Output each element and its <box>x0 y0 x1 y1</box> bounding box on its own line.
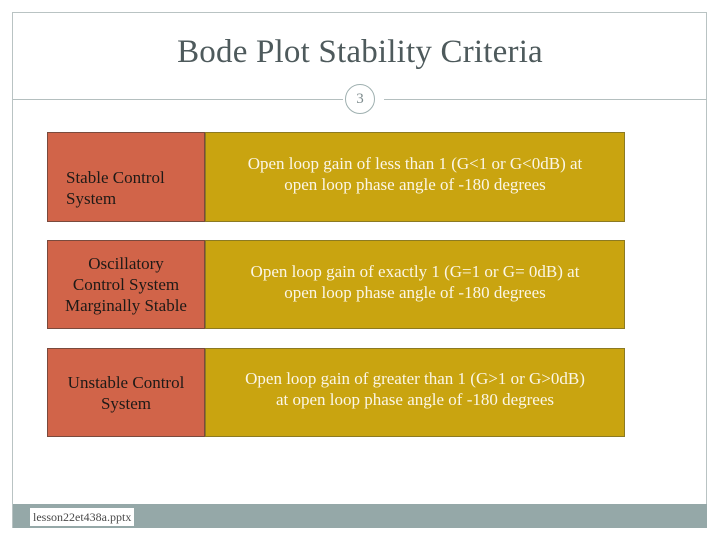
row-label-cell <box>47 132 205 222</box>
row-criterion-cell <box>205 348 625 437</box>
row-label: Unstable Control System <box>67 372 185 413</box>
criteria-row-unstable <box>47 348 625 437</box>
criteria-row-oscillatory <box>47 240 625 329</box>
row-criterion-cell <box>205 132 625 222</box>
row-label-cell <box>47 240 205 329</box>
criteria-row-stable <box>47 132 625 222</box>
title-divider-left <box>13 99 343 100</box>
title-divider-right <box>384 99 707 100</box>
page-number-badge: 3 <box>345 84 375 114</box>
row-criterion: Open loop gain of exactly 1 (G=1 or G= 0dB) at open loop phase angle of -180 degrees <box>250 261 580 302</box>
footer-filename: lesson22et438a.pptx <box>30 508 134 526</box>
row-criterion: Open loop gain of greater than 1 (G>1 or G>0dB) at open loop phase angle of -180 degrees <box>245 368 585 409</box>
row-label-cell <box>47 348 205 437</box>
row-label: Stable Control System <box>66 168 165 208</box>
row-criterion-cell <box>205 240 625 329</box>
row-label: Oscillatory Control System Marginally Stable <box>65 254 187 315</box>
row-criterion: Open loop gain of less than 1 (G<1 or G<0dB) at open loop phase angle of -180 degrees <box>247 154 583 194</box>
slide-title: Bode Plot Stability Criteria <box>177 34 543 70</box>
